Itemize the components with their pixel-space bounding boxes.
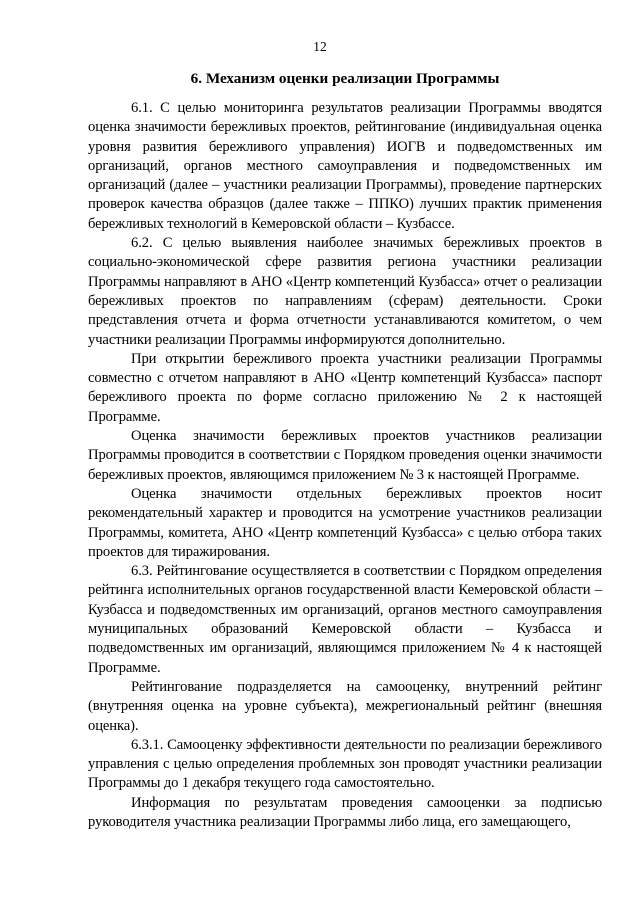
paragraph: 6.3. Рейтингование осуществляется в соответствии с Порядком определения рейтинга исполнительных органов государственной власти Кемеровской области – Кузбасса и подведомственных им организаций, органов местного самоуправления муниципальных образований Кемеровской области – Кузбасса и подведомственных им организаций, являющимся приложением № 4 к настоящей Программе. <box>88 563 602 676</box>
paragraph: 6.1. С целью мониторинга результатов реализации Программы вводятся оценка значимости бережливых проектов, рейтингование (индивидуальная оценка уровня развития бережливого управления) ИОГВ и подведомственных им организаций, органов местного самоуправления и подведомственных им организаций (далее – участники реализации Программы), проведение партнерских проверок качества образцов (далее также – ППКО) лучших практик применения бережливых технологий в Кемеровской области – Кузбассе. <box>88 100 602 232</box>
paragraph: 6.2. С целью выявления наиболее значимых бережливых проектов в социально-экономической сфере развития региона участники реализации Программы направляют в АНО «Центр компетенций Кузбасса» отчет о реализации бережливых проектов по направлениям (сферам) деятельности. Сроки представления отчета и форма отчетности устанавливаются комитетом, о чем участники реализации Программы информируются дополнительно. <box>88 235 602 348</box>
paragraph: При открытии бережливого проекта участники реализации Программы совместно с отчетом направляют в АНО «Центр компетенций Кузбасса» паспорт бережливого проекта по форме согласно приложению № 2 к настоящей Программе. <box>88 350 602 425</box>
paragraph: Рейтингование подразделяется на самооценку, внутренний рейтинг (внутренняя оценка на уровне субъекта), межрегиональный рейтинг (внешняя оценка). <box>88 678 602 734</box>
paragraph: Информация по результатам проведения самооценки за подписью руководителя участника реализации Программы либо лица, его замещающего, <box>88 794 602 830</box>
page-number: 12 <box>313 39 327 54</box>
section-heading: 6. Механизм оценки реализации Программы <box>190 70 500 87</box>
paragraph: 6.3.1. Самооценку эффективности деятельности по реализации бережливого управления с целью определения проблемных зон проводят участники реализации Программы до 1 декабря текущего года самостоятельно. <box>88 736 602 792</box>
paragraph: Оценка значимости бережливых проектов участников реализации Программы проводится в соответствии с Порядком проведения оценки значимости бережливых проектов, являющимся приложением № 3 к настоящей Программе. <box>88 428 602 483</box>
paragraph: Оценка значимости отдельных бережливых проектов носит рекомендательный характер и проводится на усмотрение участников реализации Программы, комитета, АНО «Центр компетенций Кузбасса» с целью отбора таких проектов для тиражирования. <box>88 485 602 560</box>
document-body <box>88 99 602 832</box>
